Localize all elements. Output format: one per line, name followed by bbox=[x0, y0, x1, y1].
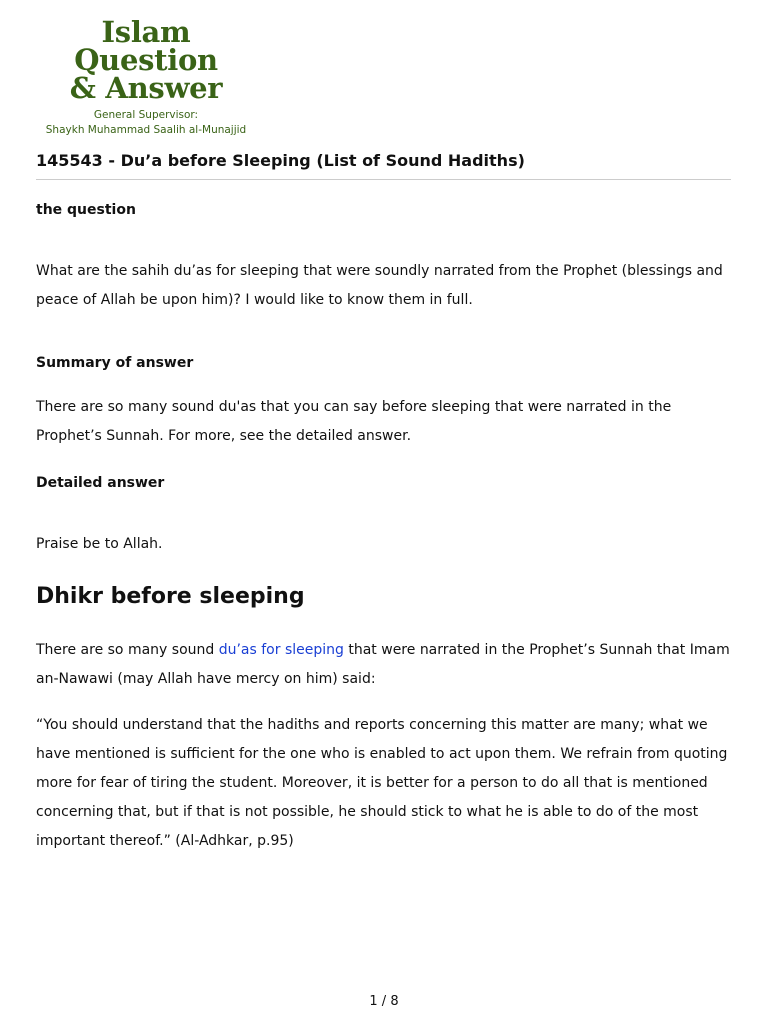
intro-paragraph bbox=[36, 636, 736, 694]
title-divider bbox=[36, 179, 731, 180]
logo-title-line-1: Islam Question bbox=[74, 15, 218, 77]
page-indicator: 1 / 8 bbox=[369, 994, 399, 1009]
summary-label: Summary of answer bbox=[36, 355, 194, 371]
question-label: the question bbox=[36, 202, 136, 218]
logo-title-line-2: & Answer bbox=[69, 71, 223, 105]
nawawi-quote: “You should understand that the hadiths and reports concerning this matter are many; what we have mentioned is sufficient for the one who is enabled to act upon them. We refrain from quoting more for fear of tiring the student. Moreover, it is better for a person to do all that is mentioned concerning that, but if that is not possible, he should stick to what he is able to do of the most important thereof.” (Al-Adhkar, p.95) bbox=[36, 717, 728, 849]
praise-text: Praise be to Allah. bbox=[36, 536, 163, 552]
logo-supervisor-label: General Supervisor: bbox=[93, 109, 199, 121]
logo-supervisor-name: Shaykh Muhammad Saalih al-Munajjid bbox=[45, 124, 247, 136]
intro-text-before-link: There are so many sound bbox=[36, 642, 219, 658]
duas-for-sleeping-link[interactable]: du’as for sleeping bbox=[218, 642, 344, 658]
summary-text: There are so many sound du'as that you can say before sleeping that were narrated in the Prophet’s Sunnah. For more, see the detailed answer. bbox=[36, 399, 672, 444]
site-logo[interactable] bbox=[36, 15, 256, 138]
page-title: 145543 - Du’a before Sleeping (List of Sound Hadiths) bbox=[36, 151, 525, 170]
section-heading: Dhikr before sleeping bbox=[36, 584, 305, 609]
detailed-answer-label: Detailed answer bbox=[36, 475, 165, 491]
question-text: What are the sahih du’as for sleeping that were soundly narrated from the Prophet (blessings and peace of Allah be upon him)? I would like to know them in full. bbox=[36, 263, 723, 308]
intro-text-after-link: that were narrated in the Prophet’s Sunnah that Imam an-Nawawi (may Allah have mercy on him) said: bbox=[36, 642, 730, 687]
